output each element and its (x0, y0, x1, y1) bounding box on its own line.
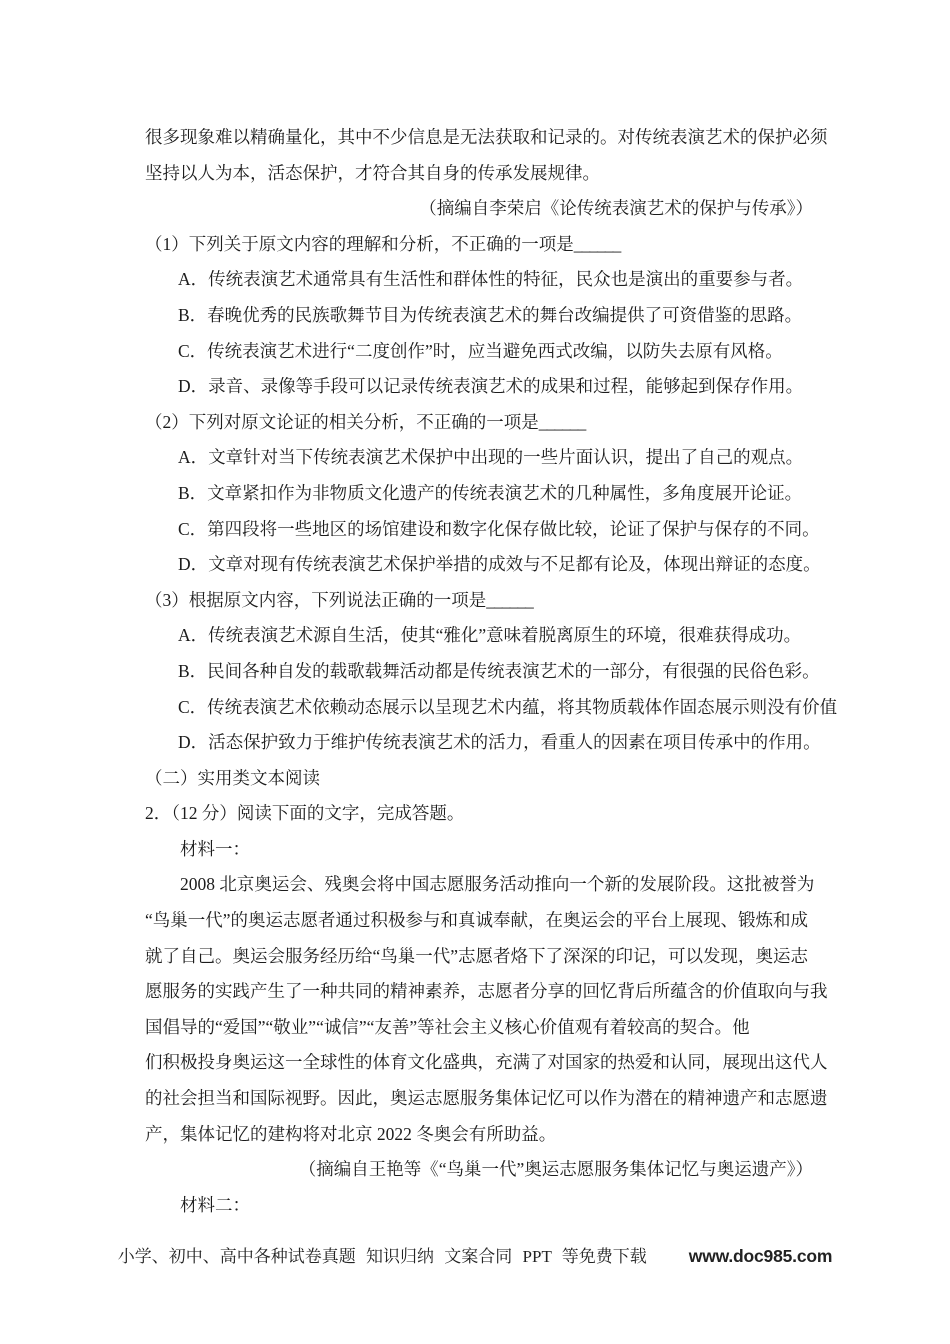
question-2-option-d: D．文章对现有传统表演艺术保护举措的成效与不足都有论及，体现出辩证的态度。 (178, 554, 821, 575)
question-2-option-c: C．第四段将一些地区的场馆建设和数字化保存做比较，论证了保护与保存的不同。 (178, 518, 820, 539)
material-1-line: 就了自己。奥运会服务经历给“鸟巢一代”志愿者烙下了深深的印记，可以发现，奥运志 (145, 945, 809, 966)
question-2-stem-text: （2）下列对原文论证的相关分析，不正确的一项是 (145, 411, 539, 432)
material-1-line: 们积极投身奥运这一全球性的体育文化盛典，充满了对国家的热爱和认同，展现出这代人 (145, 1052, 828, 1073)
material-1-line: 2008 北京奥运会、残奥会将中国志愿服务活动推向一个新的发展阶段。这批被誉为 (180, 874, 815, 895)
material-2-label: 材料二： (180, 1194, 250, 1215)
question-3-answer-blank: ______ (486, 589, 533, 610)
question-3-stem (145, 583, 813, 619)
question-3-option-b: B．民间各种自发的载歌载舞活动都是传统表演艺术的一部分，有很强的民俗色彩。 (178, 660, 820, 681)
question-1-answer-blank: ______ (573, 233, 621, 254)
question-1-option-c: C．传统表演艺术进行“二度创作”时，应当避免西式改编，以防失去原有风格。 (178, 340, 783, 361)
source-attribution-2: （摘编自王艳等《“鸟巢一代”奥运志愿服务集体记忆与奥运遗产》） (298, 1159, 813, 1180)
body-line: 很多现象难以精确量化，其中不少信息是无法获取和记录的。对传统表演艺术的保护必须 (145, 127, 828, 147)
question-1-option-a: A．传统表演艺术通常具有生活性和群体性的特征，民众也是演出的重要参与者。 (178, 269, 804, 290)
question-3-option-d: D．活态保护致力于维护传统表演艺术的活力，看重人的因素在项目传承中的作用。 (178, 732, 821, 753)
material-1-line: 国倡导的“爱国”“敬业”“诚信”“友善”等社会主义核心价值观有着较高的契合。他 (145, 1016, 750, 1037)
question-2-intro: 2．（12 分）阅读下面的文字，完成答题。 (145, 803, 465, 824)
question-2-option-b: B．文章紧扣作为非物质文化遗产的传统表演艺术的几种属性，多角度展开论证。 (178, 482, 803, 503)
document-body (145, 120, 838, 1223)
body-line: 坚持以人为本，活态保护，才符合其自身的传承发展规律。 (145, 162, 600, 183)
question-1-stem-text: （1）下列关于原文内容的理解和分析，不正确的一项是 (145, 233, 574, 254)
material-1-line: 产，集体记忆的建构将对北京 2022 冬奥会有所助益。 (145, 1123, 557, 1144)
question-3-option-c: C．传统表演艺术依赖动态展示以呈现艺术内蕴，将其物质载体作固态展示则没有价值 (178, 696, 838, 717)
question-2-answer-blank: ______ (538, 411, 586, 432)
question-2-option-a: A．文章针对当下传统表演艺术保护中出现的一些片面认识，提出了自己的观点。 (178, 447, 804, 468)
footer-url: www.doc985.com (688, 1246, 833, 1266)
material-1-line: 愿服务的实践产生了一种共同的精神素养，志愿者分享的回忆背后所蕴含的价值取向与我 (145, 981, 828, 1002)
source-attribution-1: （摘编自李荣启《论传统表演艺术的保护与传承》） (419, 198, 813, 219)
question-1-stem (145, 227, 813, 263)
question-1-option-d: D．录音、录像等手段可以记录传统表演艺术的成果和过程，能够起到保存作用。 (178, 376, 804, 397)
section-2-heading: （二）实用类文本阅读 (145, 767, 320, 788)
question-3-option-a: A．传统表演艺术源自生活，使其“雅化”意味着脱离原生的环境，很难获得成功。 (178, 625, 802, 646)
footer (0, 1242, 950, 1267)
material-1-line: 的社会担当和国际视野。因此，奥运志愿服务集体记忆可以作为潜在的精神遗产和志愿遗 (145, 1088, 828, 1109)
footer-text: 小学、初中、高中各种试卷真题 知识归纳 文案合同 PPT 等免费下载 (117, 1247, 647, 1266)
material-1-label: 材料一： (180, 838, 250, 859)
question-1-option-b: B．春晚优秀的民族歌舞节目为传统表演艺术的舞台改编提供了可资借鉴的思路。 (178, 304, 803, 325)
material-1-line: “鸟巢一代”的奥运志愿者通过积极参与和真诚奉献，在奥运会的平台上展现、锻炼和成 (145, 910, 809, 931)
question-3-stem-text: （3）根据原文内容，下列说法正确的一项是 (145, 589, 487, 610)
question-2-stem (145, 405, 813, 441)
